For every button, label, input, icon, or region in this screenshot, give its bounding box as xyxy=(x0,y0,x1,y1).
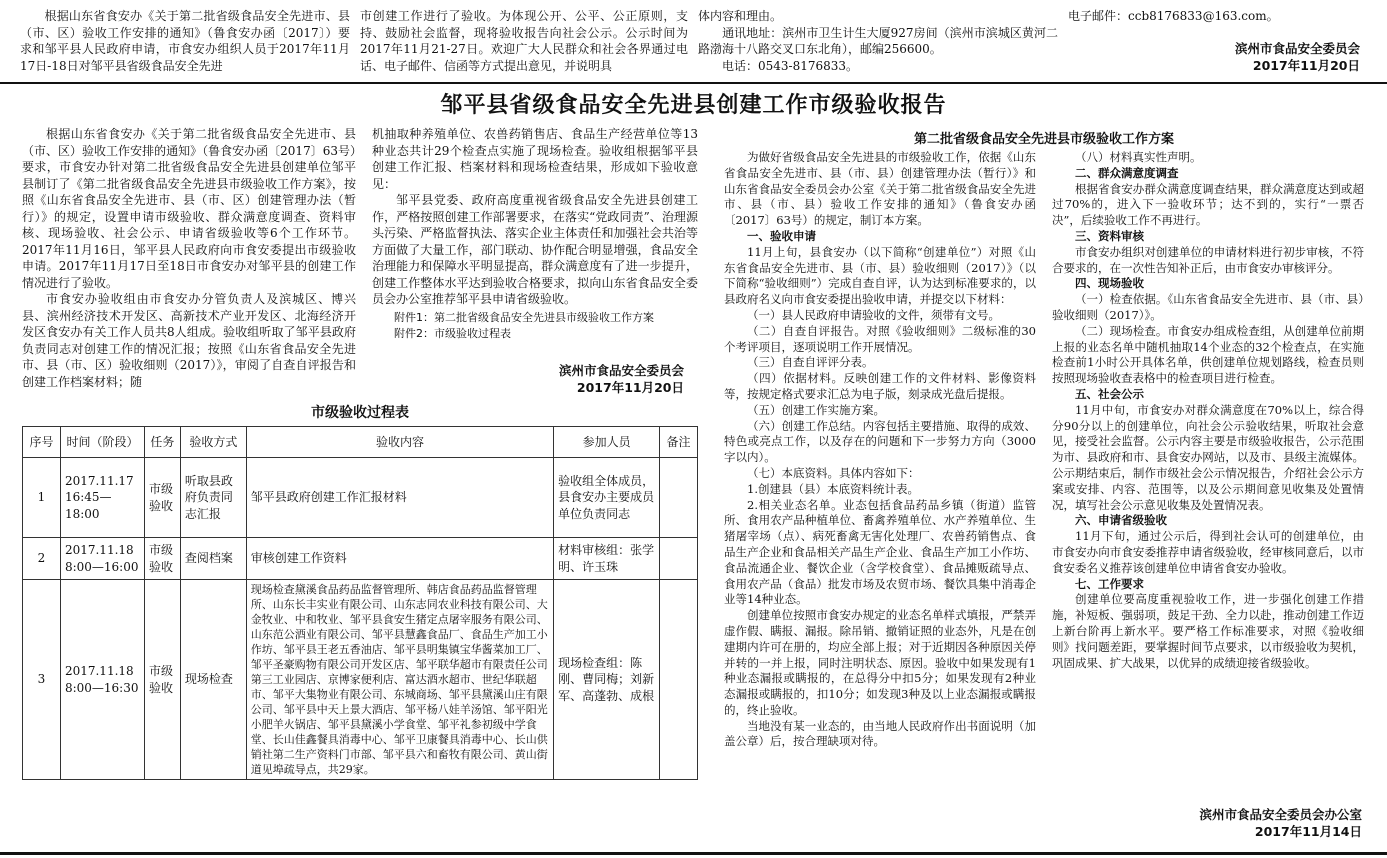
cell-people: 现场检查组：陈刚、曹同梅；刘新军、高蓬勃、成根 xyxy=(554,580,660,780)
notice-signature xyxy=(1068,40,1360,74)
page-title: 邹平县省级食品安全先进县创建工作市级验收报告 xyxy=(440,93,947,118)
notice-col3 xyxy=(698,8,1058,74)
report-paragraph: 邹平县党委、政府高度重视省级食品安全先进县创建工作，严格按照创建工作部署要求，在落实“党政同责”、治理源头污染、严格监督执法、落实企业主体责任和加强社会共治等方面做了大量工作，部门联动、协作配合明显增强，食品安全治理能力和保障水平明显提高，群众满意度有了进一步提升，创建工作整体水平达到验收合格要求，拟向山东省食品安全委员会办公室推荐邹平县申请省级验收。 xyxy=(372,193,698,306)
cell-method: 现场检查 xyxy=(180,580,246,780)
plan-heading: 五、社会公示 xyxy=(1075,386,1144,401)
plan-item: 当地没有某一业态的，由当地人民政府作出书面说明（加盖公章）后，按合理缺项对待。 xyxy=(724,718,1036,749)
cell-time: 2017.11.18 8:00—16:00 xyxy=(60,538,144,580)
cell-task: 市级验收 xyxy=(144,458,180,538)
cell-no: 1 xyxy=(23,458,61,538)
plan-item: （二）现场检查。市食安办组成检查组，从创建单位前期上报的业态名单中随机抽取14个业态的32个检查点，在实施检查前1小时公开具体名单，供创建单位规划路线，检查员则按照现场验收查表格中的检查项目进行检查。 xyxy=(1052,323,1364,386)
cell-people: 材料审核组：张学明、许玉珠 xyxy=(554,538,660,580)
plan-item: （二）自查自评报告。对照《验收细则》二级标准的30个考评项目，逐项说明工作开展情况。 xyxy=(724,323,1036,354)
cell-method: 听取县政府负责同志汇报 xyxy=(180,458,246,538)
cell-note xyxy=(659,458,697,538)
cell-content: 邹平县政府创建工作汇报材料 xyxy=(246,458,553,538)
notice-address: 通讯地址：滨州市卫生计生大厦927房间（滨州市滨城区黄河二路渤海十八路交叉口东北角），邮编256600。 xyxy=(698,25,1058,56)
table-row xyxy=(23,538,698,580)
plan-org: 滨州市食品安全委员会办公室 xyxy=(1199,807,1362,822)
cell-content: 现场检查黛溪食品药品监督管理所、韩店食品药品监督管理所、山东长丰实业有限公司、山东志同农业科技有限公司、大金牧业、中和牧业、邹平县食安生猪定点屠宰服务有限公司、山东范公酒业有限公司、邹平县慧鑫食品厂、食品生产加工小作坊、邹平县王老五香油店、邹平县明集镇宝华酱菜加工厂、邹平圣豪购物有限公司开发区店、邹平联华超市有限责任公司第三工业园店、京博家便利店、富达酒水超市、世纪华联超市、邹平大集物业有限公司、东城商场、邹平县黛溪山庄有限公司、邹平县中天上景大酒店、邹平杨八娃羊汤馆、邹平阳光小肥羊火锅店、邹平县黛溪小学食堂、邹平礼参初级中学食堂、长山佳鑫餐具消毒中心、邹平卫康餐具消毒中心、长山供销社第二生产资料门市部、邹平县六和畜牧有限公司、黄山街道见埠疏导点，共29家。 xyxy=(246,580,553,780)
table-header-row xyxy=(23,427,698,458)
process-table xyxy=(22,426,698,780)
table-title: 市级验收过程表 xyxy=(311,405,409,421)
notice-phone: 电话：0543-8176833。 xyxy=(698,58,859,73)
plan-item: （一）检查依据。《山东省食品安全先进市、县（市、县）验收细则（2017）》。 xyxy=(1052,292,1364,322)
plan-title: 第二批省级食品安全先进县市级验收工作方案 xyxy=(913,132,1174,147)
plan-item: （五）创建工作实施方案。 xyxy=(747,402,885,417)
plan-item: （三）自查自评评分表。 xyxy=(747,355,874,370)
plan-item: 1.创建县（县）本底资料统计表。 xyxy=(747,481,919,496)
top-rule xyxy=(0,82,1387,84)
plan-paragraph: 为做好省级食品安全先进县的市级验收工作，依据《山东省食品安全先进市、县（市、县）创建管理办法（暂行）》和山东省食品安全委员会办公室《关于第二批省级食品安全先进市、县（市、县）验收工作安排的通知》（鲁食安办函〔2017〕63号）的规定，制订本方案。 xyxy=(724,150,1036,228)
cell-note xyxy=(659,580,697,780)
plan-heading: 二、群众满意度调查 xyxy=(1075,165,1179,180)
col-header-people: 参加人员 xyxy=(554,427,660,458)
table-row xyxy=(23,458,698,538)
attachment-2: 附件2：市级验收过程表 xyxy=(394,326,511,340)
col-header-time: 时间（阶段） xyxy=(60,427,144,458)
cell-time: 2017.11.18 8:00—16:30 xyxy=(60,580,144,780)
cell-note xyxy=(659,538,697,580)
col-header-method: 验收方式 xyxy=(180,427,246,458)
plan-heading: 四、现场验收 xyxy=(1075,276,1144,291)
plan-paragraph: 创建单位要高度重视验收工作，进一步强化创建工作措施，补短板、强弱项，鼓足干劲、全力以赴，推动创建工作迈上新台阶再上新水平。要严格工作标准要求，对照《验收细则》找问题差距，要掌握时间节点要求，以市级验收为契机，巩固成果、扩大战果，以优异的成绩迎接省级验收。 xyxy=(1052,592,1364,670)
plan-col2 xyxy=(1052,150,1364,671)
report-date: 2017年11月20日 xyxy=(576,380,684,395)
report-col2 xyxy=(372,126,698,342)
col-header-no: 序号 xyxy=(23,427,61,458)
plan-date: 2017年11月14日 xyxy=(1254,824,1362,839)
plan-item: （七）本底资料。具体内容如下： xyxy=(747,465,920,480)
report-paragraph: 根据山东省食安办《关于第二批省级食品安全先进市、县（市、区）验收工作安排的通知》（鲁食安办函〔2017〕63号）要求，市食安办针对第二批省级食品安全先进县创建单位邹平县制订了《第二批省级食品安全先进县市级验收工作方案》，按照《山东省食品安全先进市、县（市、区）创建管理办法（暂行）》的规定，设置申请市级验收、群众满意度调查、资料审核、现场验收、社会公示、申请省级验收等6个工作环节。2017年11月16日，邹平县人民政府向市食安委提出市级验收申请。2017年11月17日至18日市食安办对邹平县的创建工作情况进行了验收。 xyxy=(22,127,356,290)
plan-heading: 一、验收申请 xyxy=(747,228,816,243)
cell-method: 查阅档案 xyxy=(180,538,246,580)
plan-item: 2.相关业态名单。业态包括食品药品乡镇（街道）监管所、食用农产品种植单位、畜禽养殖单位、水产养殖单位、生猪屠宰场（点）、病死畜禽无害化处理厂、农兽药销售点、食品生产企业和食品相关产品生产企业、食品生产加工小作坊、食品流通企业、餐饮企业（含学校食堂）、食品摊贩疏导点、食用农产品（食品）批发市场及农贸市场、餐饮具集中消毒企业等14种业态。 xyxy=(724,497,1036,607)
report-org: 滨州市食品安全委员会 xyxy=(558,363,684,378)
plan-paragraph: 11月上旬，县食安办（以下简称“创建单位”）对照《山东省食品安全先进市、县（市、县）验收细则（2017）》（以下简称“验收细则”）完成自查自评，认为达到标准要求的，以县政府名义向市食安委提出验收申请，并提交以下材料： xyxy=(724,244,1036,307)
notice-date: 2017年11月20日 xyxy=(1252,58,1360,73)
plan-col1 xyxy=(724,150,1036,750)
plan-paragraph: 11月下旬，通过公示后，得到社会认可的创建单位，由市食安办向市食安委推荐申请省级验收，经审核同意后，以市食安委名义推荐该创建单位申请省食安办验收。 xyxy=(1052,529,1364,575)
cell-no: 3 xyxy=(23,580,61,780)
plan-heading: 七、工作要求 xyxy=(1075,576,1144,591)
notice-col1: 根据山东省食安办《关于第二批省级食品安全先进市、县（市、区）验收工作安排的通知》（鲁食安办函〔2017〕）要求和邹平县人民政府申请，市食安办组织人员于2017年11月17日-18日对邹平县省级食品安全先进 xyxy=(20,9,350,73)
plan-paragraph: 市食安办组织对创建单位的申请材料进行初步审核，不符合要求的，在一次性告知补正后，由市食安办审核评分。 xyxy=(1052,244,1364,275)
col-header-task: 任务 xyxy=(144,427,180,458)
cell-people: 验收组全体成员，县食安办主要成员单位负责同志 xyxy=(554,458,660,538)
bottom-rule xyxy=(0,852,1387,855)
table-row xyxy=(23,580,698,780)
cell-no: 2 xyxy=(23,538,61,580)
notice-email: 电子邮件：ccb8176833@163.com。 xyxy=(1068,9,1279,23)
notice-col2: 市创建工作进行了验收。为体现公开、公平、公正原则，支持、鼓励社会监督，现将验收报告向社会公示。公示时间为2017年11月21-27日。欢迎广大人民群众和社会各界通过电话、电子邮件、信函等方式提出意见，并说明具 xyxy=(360,9,688,73)
plan-heading: 三、资料审核 xyxy=(1075,228,1144,243)
plan-signature xyxy=(1052,806,1362,840)
cell-task: 市级验收 xyxy=(144,538,180,580)
notice-line: 体内容和理由。 xyxy=(698,9,783,23)
report-paragraph: 机抽取种养殖单位、农兽药销售店、食品生产经营单位等13种业态共计29个检查点实施了现场检查。验收组根据邹平县创建工作汇报、档案材料和现场检查结果，形成如下验收意见： xyxy=(372,127,698,191)
col-header-content: 验收内容 xyxy=(246,427,553,458)
cell-task: 市级验收 xyxy=(144,580,180,780)
plan-item: 创建单位按照市食安办规定的业态名单样式填报，严禁弄虚作假、瞒报、漏报。除吊销、撤销证照的业态外，凡是在创建期内许可在册的，均应全部上报；对于近期因各种原因关停并转的一并上报，同时注明状态、原因。验收中如果发现有1种业态漏报或瞒报的，在总得分中扣5分；如果发现有2种业态漏报或瞒报的，扣10分；如发现3种及以上业态漏报或瞒报的，终止验收。 xyxy=(724,608,1036,717)
notice-org: 滨州市食品安全委员会 xyxy=(1234,41,1360,56)
plan-item: （四）依据材料。反映创建工作的文件材料、影像资料等，按规定格式要求汇总为电子版，刻录成光盘后提报。 xyxy=(724,371,1036,401)
cell-time: 2017.11.17 16:45—18:00 xyxy=(60,458,144,538)
plan-item: （八）材料真实性声明。 xyxy=(1075,150,1202,164)
plan-paragraph: 根据省食安办群众满意度调查结果，群众满意度达到或超过70%的，进入下一验收环节；达不到的，实行“一票否决”，后续验收工作不再进行。 xyxy=(1052,181,1364,228)
report-col1 xyxy=(22,126,356,390)
col-header-note: 备注 xyxy=(659,427,697,458)
cell-content: 审核创建工作资料 xyxy=(246,538,553,580)
report-paragraph: 市食安办验收组由市食安办分管负责人及滨城区、博兴县、滨州经济技术开发区、高新技术产业开发区、北海经济开发区食安办有关工作人员共8人组成。验收组听取了邹平县政府负责同志对创建工作的情况汇报；按照《山东省食品安全先进市、县（市、区）验收细则（2017）》，审阅了自查自评报告和创建工作档案材料；随 xyxy=(22,292,356,389)
plan-paragraph: 11月中旬，市食安办对群众满意度在70%以上，综合得分90分以上的创建单位，向社会公示验收结果，听取社会意见，接受社会监督。公示内容主要是市级验收报告，公示范围为市、县政府和市、县食安办网站，以及市、县级主流媒体。公示期结束后，制作市级社会公示情况报告，介绍社会公示方案或安排、内容、范围等，以及公示期间意见收集及处置情况，填写社会公示意见收集及处置情况表。 xyxy=(1052,402,1364,512)
plan-item: （一）县人民政府申请验收的文件，须带有文号。 xyxy=(747,307,1000,322)
report-signature xyxy=(372,362,684,396)
plan-heading: 六、申请省级验收 xyxy=(1075,513,1167,528)
attachment-1: 附件1：第二批省级食品安全先进县市级验收工作方案 xyxy=(394,310,654,324)
plan-item: （六）创建工作总结。内容包括主要措施、取得的成效、特色或亮点工作，以及存在的问题和下一步努力方向（3000字以内）。 xyxy=(724,418,1036,465)
